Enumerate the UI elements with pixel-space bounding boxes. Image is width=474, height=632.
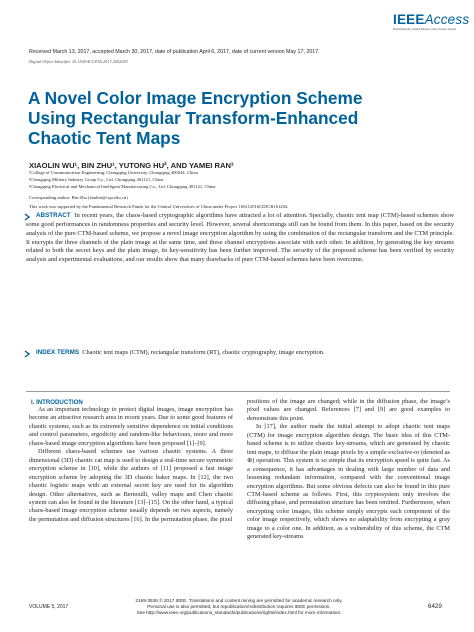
paragraph: In [17], the author made the initial attempt to adopt chaotic tent maps (CTM) for image encryption algorithm design. The basic idea of this CTM-based scheme is to utilize chaotic key-streams, which are generated by chaotic tent maps, to diffuse the plain image pixels by a simple exclusive-or (denoted as ⊕) operation. This system is so simple that its encryption speed is quite fast. As a consequence, it has advantages in dealing with large number of data and lessening redundant information, compared with the conventional image encryption algorithms. But some obvious defects can also be found in this pure CTM-based scheme as follows. First, this cryptosystem only involves the diffusing phase, and permutation structure has been omitted. Furthermore, when encrypting color images, this scheme simply encrypts each component of the color image respectively, which shows no adaptability from encrypting a gray image to a color one. In addition, as a vulnerability of this scheme, the CTM generated key-streams: [247, 423, 450, 541]
funding-note: This work was supported by the Fundamental Research Funds for the Central Universities of China under Project 106112016CDJCR161204.: [29, 204, 289, 209]
page-number: 6429: [428, 603, 442, 610]
index-terms-heading: INDEX TERMS: [36, 349, 80, 356]
title-line: Using Rectangular Transform-Enhanced: [28, 108, 359, 128]
paper-title: [28, 88, 438, 148]
index-terms: [26, 349, 388, 358]
paragraph: As an important technology to protect digital images, image encryption has become an attractive research area in recent years. Due to some good features of chaotic systems, such as its extremely sensitive dependence on initial conditions and control parameters, ergodicity and random-like behaviours, more and more chaos-based image encryption algorithms have been proposed [1]–[9].: [29, 406, 233, 447]
affiliation-1: ¹College of Communication Engineering, Chongqing University, Chongqing 400044, China: [29, 170, 198, 175]
left-column: [29, 406, 233, 524]
license-notice: [110, 598, 368, 616]
logo-tagline: Multidisciplinary | Rapid Review | Open Access Journal: [393, 28, 457, 31]
license-line: 2169-3536 © 2017 IEEE. Translations and content mining are permitted for academic research only.: [135, 598, 343, 603]
right-column: [247, 398, 450, 542]
ieee-access-logo: [393, 12, 470, 42]
affiliation-2: ²Chongqing Military Industry Group Co., Ltd, Chongqing 401121, China: [29, 177, 164, 182]
license-line: See http://www.ieee.org/publications_standards/publications/rights/index.html for more information.: [136, 610, 342, 615]
affiliation-3: ³Chongqing Electrical and Mechanical Intelligent Manufacturing Co., Ltd, Chongqing 401121, China: [29, 184, 216, 189]
received-dates: Received March 13, 2017, accepted March 30, 2017, date of publication April 6, 2017, date of current version May 17, 2017.: [29, 49, 320, 55]
paragraph: Different chaos-based schemes use various chaotic systems. A three dimensional (3D) chaotic cat map is used to design a real-time secure symmetric encryption scheme in [10], while the authors of [11] proposed a fast image encryption scheme by adopting the 3D chaotic baker maps. In [12], the two chaotic logistic maps with an external secret key are used for its algorithm design. Other alternatives, such as Bernoulli, valley maps and Chen chaotic system can also be found in the literature [13]–[15]. On the other hand, a typical chaos-based image encryption scheme usually depends on two aspects, namely the permutation and diffusion structures [16]. In the permutation phase, the pixel: [29, 448, 233, 523]
corresponding-author: Corresponding author: Bin Zhu (zhubin@cqu.edu.cn): [29, 195, 128, 200]
index-terms-body: Chaotic tent maps (CTM), rectangular transform (RT), chaotic cryptography, image encryption.: [82, 349, 325, 356]
section-divider: [26, 391, 450, 392]
author-list: XIAOLIN WU¹, BIN ZHU¹, YUTONG HU², AND YAMEI RAN³: [29, 161, 234, 170]
logo-wordmark: IEEEAccess: [393, 12, 470, 27]
section-heading-introduction: I. INTRODUCTION: [31, 399, 83, 406]
paragraph: positions of the image are changed; while in the diffusion phase, the image’s pixel values are changed. References [7] and [9] are good examples to demonstrate this point.: [247, 398, 450, 422]
volume-label: VOLUME 5, 2017: [29, 604, 69, 610]
license-line: Personal use is also permitted, but republication/redistribution requires IEEE permission.: [147, 604, 331, 609]
abstract-heading: ABSTRACT: [36, 212, 71, 219]
doi-line: Digital Object Identifier 10.1109/ACCESS.2017.2692043: [29, 59, 128, 64]
title-line: Chaotic Tent Maps: [28, 128, 181, 148]
abstract: [26, 212, 454, 265]
title-line: A Novel Color Image Encryption Scheme: [28, 88, 363, 108]
abstract-body: In recent years, the chaos-based cryptographic algorithms have attracted a lot of attention. Specially, chaotic tent map (CTM)-based schemes show some good performances in randomness properties and security level. However, several shortcomings still can be found from them. In this paper, based on the security analysis of the pure CTM-based scheme, we propose a novel image encryption algorithm by using the combination of the rectangular transform and the CTM principle. It encrypts the three channels of the plain image at the same time, and these channel encryptions associate with each other. In addition, by generating the key streams related to both the secret keys and the plain image, its key-sensitivity has been further improved. The security of the proposed scheme has been verified by security analysis and experimental evaluations, and our results show that many drawbacks of pure CTM-based schemes have been overcome.: [26, 212, 454, 264]
